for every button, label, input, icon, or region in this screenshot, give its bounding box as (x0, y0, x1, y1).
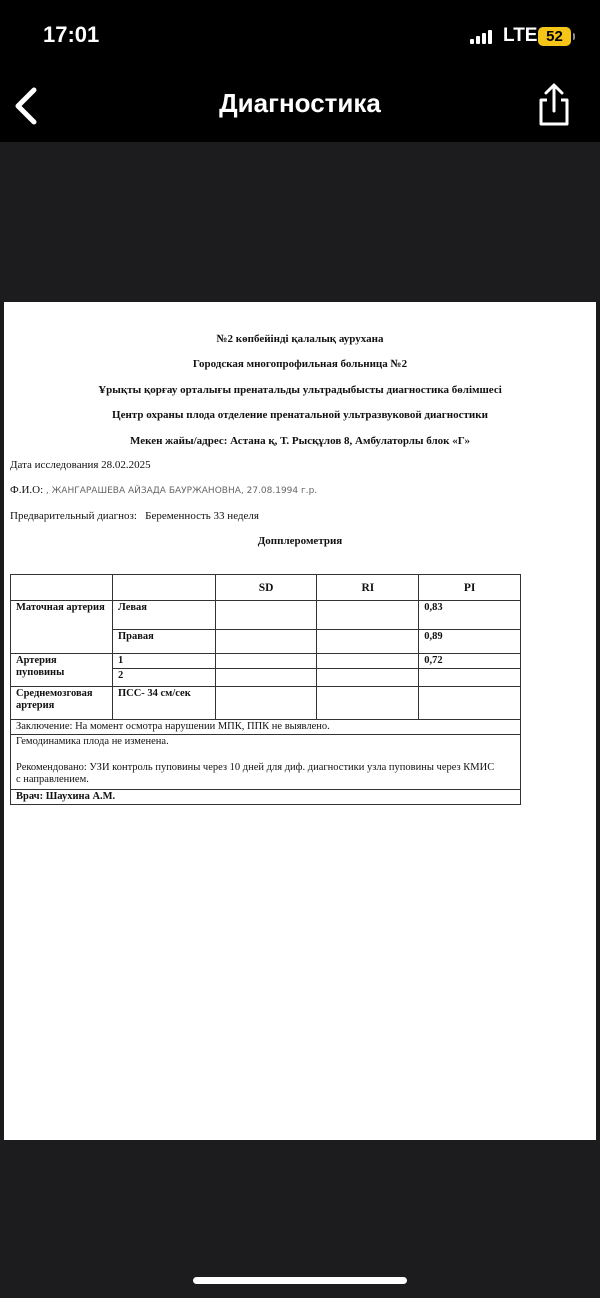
patient-name: , ЖАНГАРАШЕВА АЙЗАДА БАУРЖАНОВНА, 27.08.1994 г.р. (45, 486, 318, 496)
table-cell (215, 630, 317, 654)
preliminary-diagnosis (10, 510, 259, 522)
diagnosis-value: Беременность 33 неделя (145, 510, 259, 522)
home-indicator[interactable] (193, 1277, 407, 1284)
left-pi-value: 0,83 (419, 601, 521, 630)
table-row (11, 720, 521, 735)
table-row (11, 654, 521, 669)
doctor-signature: Врач: Шаухина А.М. (11, 790, 521, 805)
conclusion: Заключение: На момент осмотра нарушении МПК, ППК не выявлено. (11, 720, 521, 735)
hemodynamics-note: Гемодинамика плода не изменена. (16, 736, 169, 747)
section-title: Допплерометрия (257, 535, 343, 547)
patient-name-row (10, 484, 317, 496)
umbilical-2-label: 2 (112, 669, 215, 687)
table-cell (317, 669, 419, 687)
share-icon (534, 82, 574, 128)
table-cell (317, 601, 419, 630)
cellular-signal-icon (470, 30, 496, 44)
column-header-sd: SD (215, 575, 317, 601)
document-page (4, 302, 596, 1140)
mca-label: Среднемозговая артерия (11, 687, 113, 720)
table-header-row (11, 575, 521, 601)
table-cell (215, 601, 317, 630)
table-cell (317, 687, 419, 720)
department-name-ru: Центр охраны плода отделение пренатальной ультразвуковой диагностики (112, 409, 488, 421)
table-cell (215, 669, 317, 687)
hospital-address: Мекен жайы/адрес: Астана қ, Т. Рысқұлов 8, Амбулаторлы блок «Г» (130, 435, 470, 447)
column-header (112, 575, 215, 601)
battery-nub (573, 33, 575, 40)
table-cell (419, 687, 521, 720)
mca-psv-value: ПСС- 34 см/сек (112, 687, 215, 720)
battery-icon: 52 (538, 27, 571, 46)
right-pi-value: 0,89 (419, 630, 521, 654)
hospital-name-ru: Городская многопрофильная больница №2 (192, 358, 408, 370)
uterine-artery-label: Маточная артерия (11, 601, 113, 654)
table-cell (215, 654, 317, 669)
network-type: LTE (503, 25, 538, 46)
umbilical-1-pi-value: 0,72 (419, 654, 521, 669)
umbilical-artery-label: Артерия пуповины (11, 654, 113, 687)
diagnosis-label: Предварительный диагноз: (10, 510, 137, 522)
department-name-kz: Ұрықты қорғау орталығы пренатальды ультрадыбысты диагностика бөлімшесі (98, 384, 502, 396)
table-row (11, 687, 521, 720)
column-header-ri: RI (317, 575, 419, 601)
right-label: Правая (112, 630, 215, 654)
document-viewer[interactable] (0, 142, 600, 1298)
table-row (11, 601, 521, 630)
hospital-name-kz: №2 көпбейінді қалалық аурухана (216, 333, 384, 345)
table-cell (317, 630, 419, 654)
exam-date: Дата исследования 28.02.2025 (10, 459, 151, 471)
doppler-table (10, 574, 521, 805)
table-row (11, 790, 521, 805)
table-cell (317, 654, 419, 669)
table-row (11, 735, 521, 790)
share-button[interactable] (534, 82, 574, 128)
recommendation: Рекомендовано: УЗИ контроль пуповины через 10 дней для диф. диагностики узла пуповины через КМИС с направлением. (16, 762, 495, 785)
column-header-pi: PI (419, 575, 521, 601)
column-header (11, 575, 113, 601)
table-cell (419, 669, 521, 687)
page-title: Диагностика (219, 88, 381, 118)
left-label: Левая (112, 601, 215, 630)
table-cell (215, 687, 317, 720)
umbilical-1-label: 1 (112, 654, 215, 669)
recommendation-cell (11, 735, 521, 790)
patient-name-label: Ф.И.О: (10, 484, 46, 496)
status-time: 17:01 (43, 22, 100, 47)
